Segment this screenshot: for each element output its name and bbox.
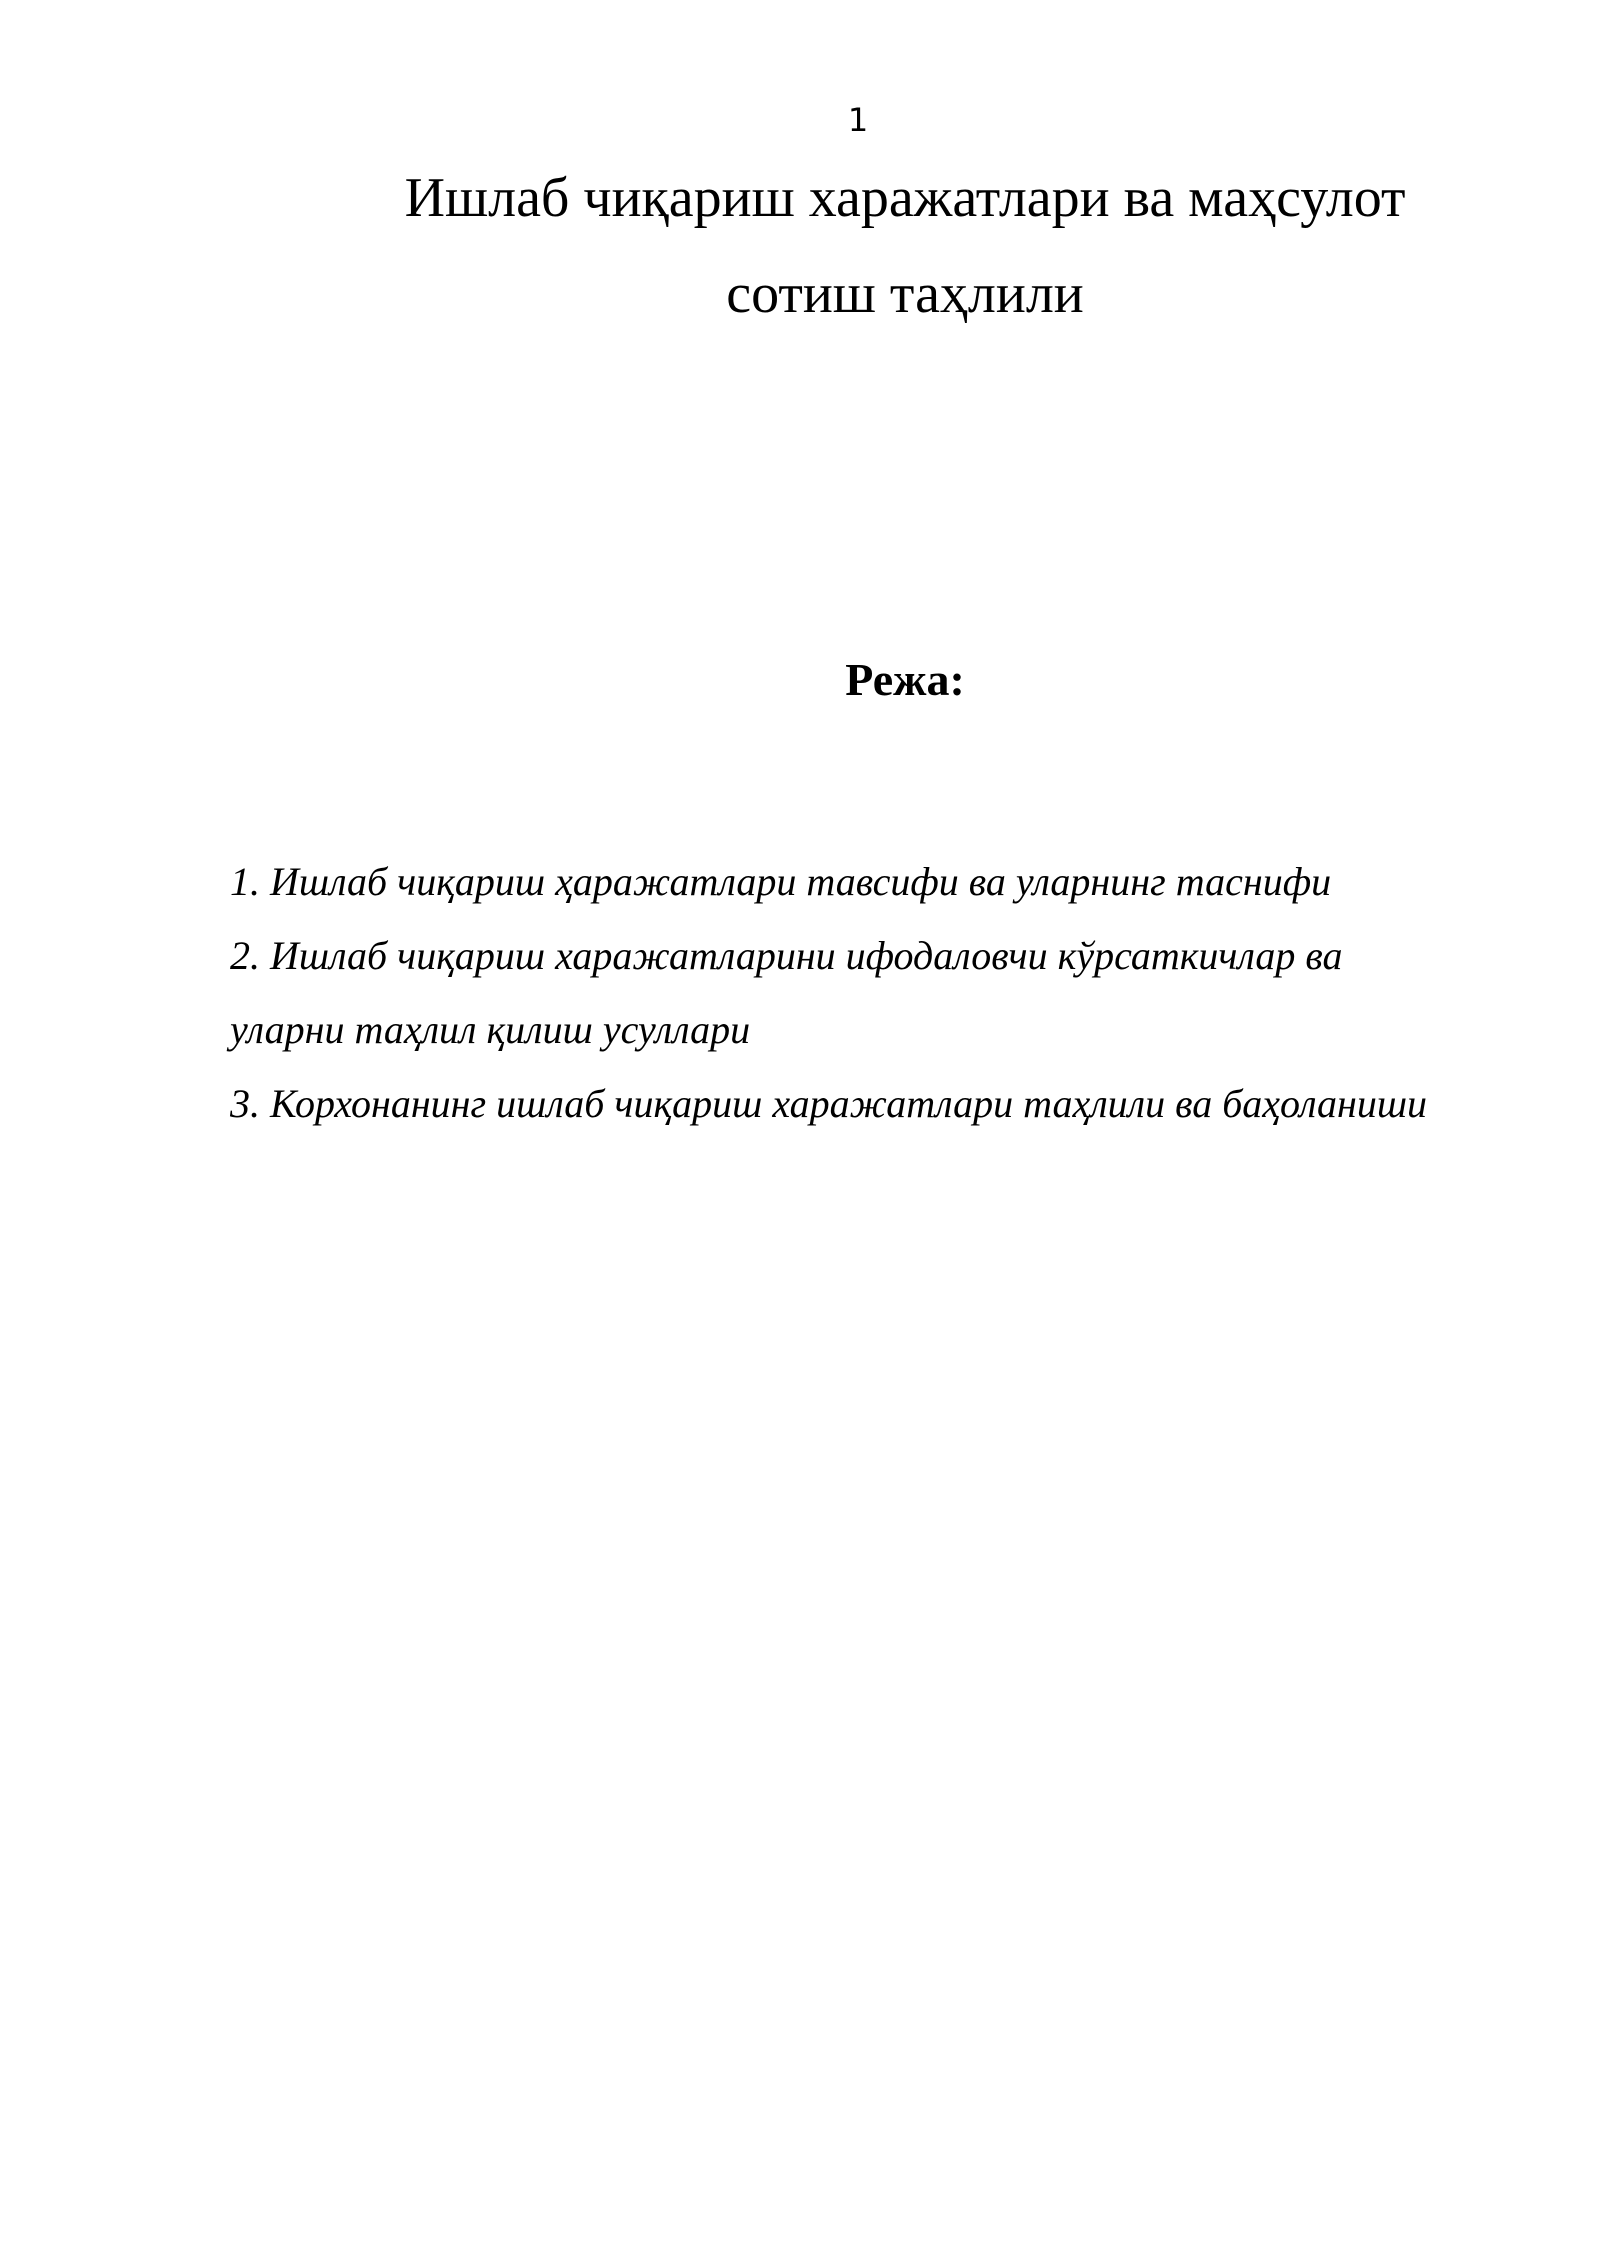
document-title-line-2: сотиш таҳлили	[726, 263, 1084, 325]
plan-list	[230, 845, 1460, 1141]
document-title-line-1: Ишлаб чиқариш харажатлари ва маҳсулот	[404, 167, 1406, 229]
plan-item-3: 3. Корхонанинг ишлаб чиқариш харажатлари таҳлили ва баҳоланиши	[230, 1081, 1428, 1126]
plan-item-2: 2. Ишлаб чиқариш харажатларини ифодаловчи кўрсаткичлар ва уларни таҳлил қилиш усуллари	[230, 933, 1343, 1052]
plan-item-1: 1. Ишлаб чиқариш ҳаражатлари тавсифи ва уларнинг таснифи	[230, 859, 1332, 904]
page-number: 1	[847, 101, 869, 139]
document-title	[290, 150, 1520, 342]
plan-heading: Режа:	[845, 654, 965, 705]
